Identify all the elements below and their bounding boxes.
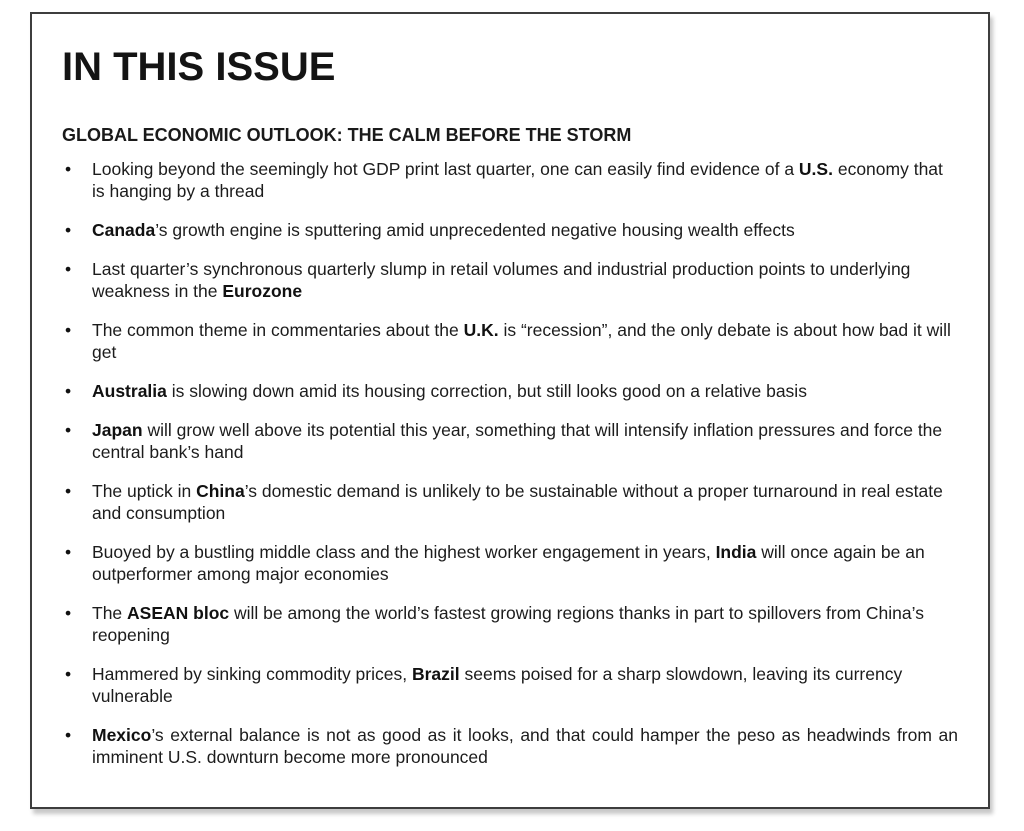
bullet-icon: • [65, 220, 72, 240]
list-item-text: Japan will grow well above its potential this year, something that will intensify inflation pressures and force the central bank’s hand [92, 420, 943, 462]
bullet-icon: • [65, 320, 72, 340]
bullet-icon: • [65, 603, 72, 623]
bullet-icon: • [65, 259, 72, 279]
bullet-icon: • [65, 664, 72, 684]
list-item [62, 419, 958, 463]
list-item-text: Canada’s growth engine is sputtering amid unprecedented negative housing wealth effects [92, 220, 795, 240]
list-item [62, 319, 958, 363]
list-item-text: Australia is slowing down amid its housing correction, but still looks good on a relative basis [92, 381, 807, 401]
list-item-text: Looking beyond the seemingly hot GDP print last quarter, one can easily find evidence of a U.S. economy that is hanging by a thread [92, 159, 943, 201]
bullet-icon: • [65, 542, 72, 562]
list-item [62, 258, 958, 302]
list-item [62, 541, 958, 585]
bullet-list [62, 158, 958, 768]
list-item [62, 724, 958, 768]
list-item [62, 219, 958, 241]
list-item-text: The ASEAN bloc will be among the world’s fastest growing regions thanks in part to spillovers from China’s reopening [92, 603, 924, 645]
bullet-icon: • [65, 481, 72, 501]
bullet-icon: • [65, 381, 72, 401]
list-item [62, 663, 958, 707]
list-item-text: Hammered by sinking commodity prices, Brazil seems poised for a sharp slowdown, leaving its currency vulnerable [92, 664, 903, 706]
bullet-icon: • [65, 420, 72, 440]
list-item [62, 380, 958, 402]
list-item [62, 602, 958, 646]
list-item-text: Buoyed by a bustling middle class and the highest worker engagement in years, India will once again be an outperformer among major economies [92, 542, 925, 584]
list-item [62, 158, 958, 202]
list-item [62, 480, 958, 524]
list-item-text: Last quarter’s synchronous quarterly slump in retail volumes and industrial production points to underlying weakness in the Eurozone [92, 259, 911, 301]
bullet-icon: • [65, 159, 72, 179]
list-item-text: The common theme in commentaries about the U.K. is “recession”, and the only debate is about how bad it will get [92, 320, 951, 362]
newsletter-summary-page [30, 12, 990, 809]
list-item-text: Mexico’s external balance is not as good as it looks, and that could hamper the peso as headwinds from an imminent U.S. downturn become more pronounced [92, 725, 958, 767]
bullet-icon: • [65, 725, 72, 745]
page-title: IN THIS ISSUE [62, 45, 336, 89]
section-heading: GLOBAL ECONOMIC OUTLOOK: THE CALM BEFORE THE STORM [62, 125, 632, 145]
list-item-text: The uptick in China’s domestic demand is unlikely to be sustainable without a proper turnaround in real estate and consumption [92, 481, 943, 523]
